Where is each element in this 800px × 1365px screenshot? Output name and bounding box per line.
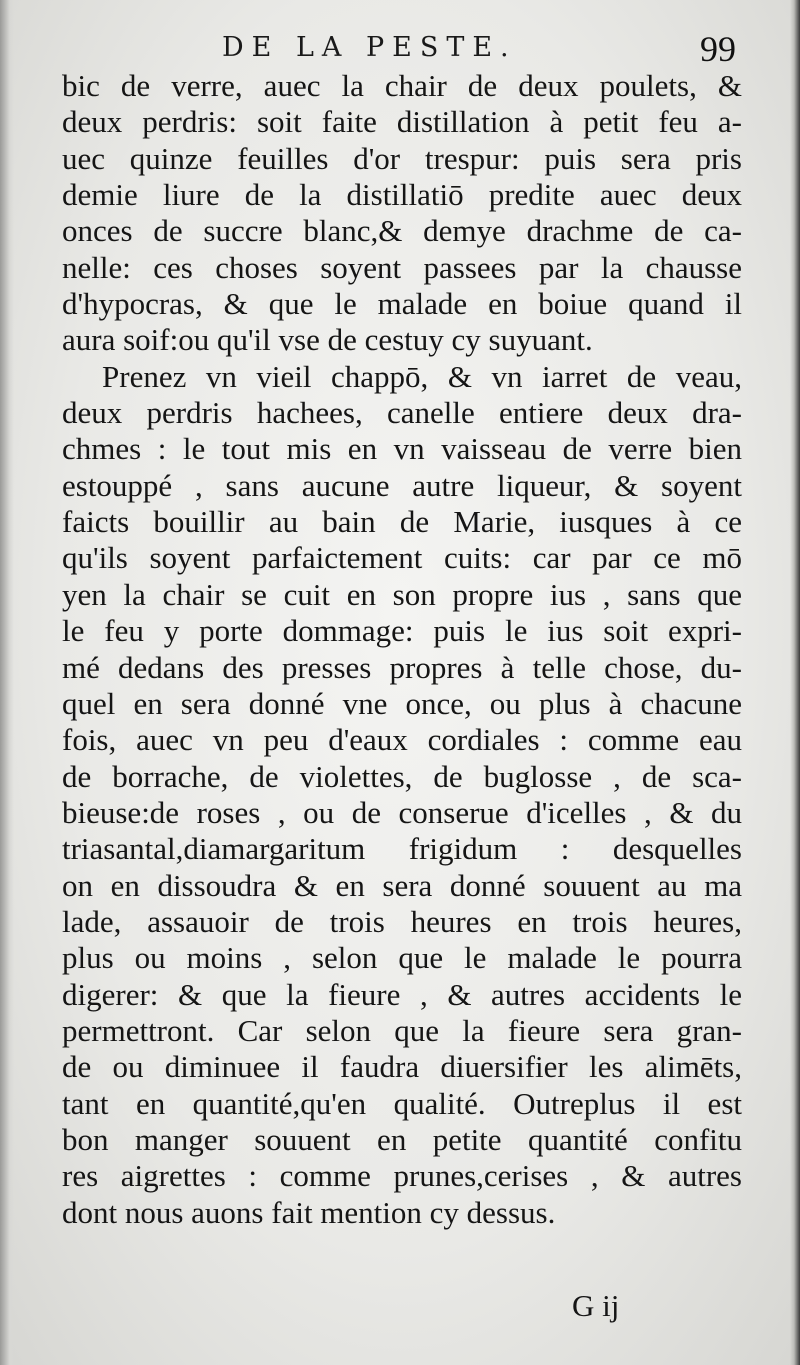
running-title: DE LA PESTE.	[222, 32, 517, 63]
text-line: mé dedans des presses propres à telle chose, du-	[62, 649, 742, 685]
body-text	[62, 68, 742, 1231]
text-line: d'hypocras, & que le malade en boiue quand il	[62, 286, 742, 322]
text-line: bieuse:de roses , ou de conserue d'icelles , & du	[62, 794, 742, 830]
page-number: 99	[700, 29, 736, 69]
text-line: qu'ils soyent parfaictement cuits: car par ce mō	[62, 540, 742, 576]
text-line: quel en sera donné vne once, ou plus à chacune	[62, 685, 742, 721]
text-line: bic de verre, auec la chair de deux poulets, &	[62, 68, 742, 103]
text-line: deux perdris: soit faite distillation à petit feu a-	[62, 104, 742, 140]
text-line: bon manger souuent en petite quantité confitu	[62, 1121, 742, 1157]
text-line: digerer: & que la fieure , & autres accidents le	[62, 976, 742, 1012]
page-right-edge-shadow	[790, 0, 800, 1365]
text-line: lade, assauoir de trois heures en trois heures,	[62, 903, 742, 939]
text-line: plus ou moins , selon que le malade le pourra	[62, 940, 742, 976]
text-line: nelle: ces choses soyent passees par la chausse	[62, 249, 742, 285]
text-line: le feu y porte dommage: puis le ius soit expri-	[62, 613, 742, 649]
text-line: deux perdris hachees, canelle entiere deux dra-	[62, 395, 742, 431]
text-line: Prenez vn vieil chappō, & vn iarret de veau,	[102, 358, 742, 394]
text-line: faicts bouillir au bain de Marie, iusques à ce	[62, 504, 742, 540]
text-line: de borrache, de violettes, de buglosse , de sca-	[62, 758, 742, 794]
text-line: res aigrettes : comme prunes,cerises , & autres	[62, 1158, 742, 1194]
signature-mark: G ij	[572, 1288, 620, 1323]
text-line: onces de succre blanc,& demye drachme de ca-	[62, 213, 742, 249]
text-line: fois, auec vn peu d'eaux cordiales : comme eau	[62, 722, 742, 758]
page-left-edge-shadow	[0, 0, 14, 1365]
text-line: chmes : le tout mis en vn vaisseau de verre bien	[62, 431, 742, 467]
text-line: estouppé , sans aucune autre liqueur, & soyent	[62, 467, 742, 503]
text-line: yen la chair se cuit en son propre ius , sans que	[62, 576, 742, 612]
text-line: permettront. Car selon que la fieure sera gran-	[62, 1012, 742, 1048]
text-line: aura soif:ou qu'il vse de cestuy cy suyuant.	[62, 322, 593, 358]
text-line: on en dissoudra & en sera donné souuent au ma	[62, 867, 742, 903]
text-line: uec quinze feuilles d'or trespur: puis sera pris	[62, 140, 742, 176]
text-line: de ou diminuee il faudra diuersifier les alimēts,	[62, 1049, 742, 1085]
text-line: triasantal,diamargaritum frigidum : desquelles	[62, 831, 742, 867]
text-line: dont nous auons fait mention cy dessus.	[62, 1194, 556, 1230]
text-line: tant en quantité,qu'en qualité. Outreplus il est	[62, 1085, 742, 1121]
text-line: demie liure de la distillatiō predite auec deux	[62, 177, 742, 213]
